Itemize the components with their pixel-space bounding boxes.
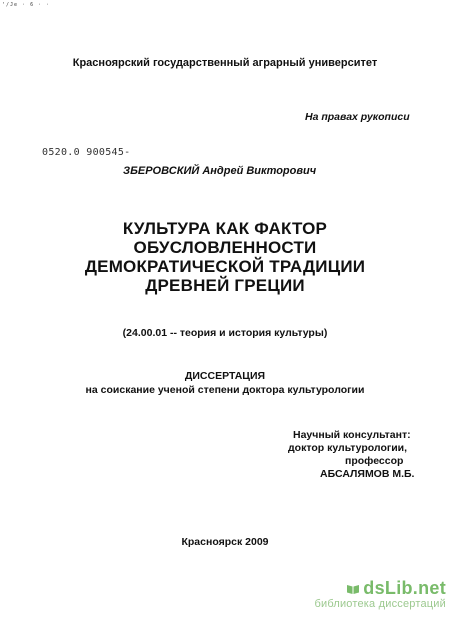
consultant-name: АБСАЛЯМОВ М.Б.: [320, 468, 415, 480]
author-name: ЗБЕРОВСКИЙ Андрей Викторович: [123, 165, 317, 177]
specialty-code: (24.00.01 -- теория и история культуры): [122, 327, 328, 339]
title-line: ДЕМОКРАТИЧЕСКОЙ ТРАДИЦИИ: [84, 257, 366, 276]
book-icon: [346, 583, 360, 595]
consultant-rank: профессор: [345, 455, 404, 467]
city-year: Красноярск 2009: [181, 536, 269, 548]
title-line: КУЛЬТУРА КАК ФАКТОР: [122, 219, 328, 238]
watermark-subtitle: библиотека диссертаций: [314, 598, 446, 610]
dissertation-type: ДИССЕРТАЦИЯ: [184, 370, 266, 382]
watermark-logo: [296, 578, 446, 599]
dslib-watermark[interactable]: [296, 578, 446, 610]
watermark-name: dsLib.net: [363, 578, 446, 598]
title-line: ДРЕВНЕЙ ГРЕЦИИ: [145, 276, 305, 295]
dissertation-title: [0, 219, 450, 295]
corner-mark: ‘/Je · 6 · ·: [2, 2, 51, 8]
dissertation-description: на соискание ученой степени доктора культурологии: [85, 384, 365, 396]
title-line: ОБУСЛОВЛЕННОСТИ: [133, 238, 317, 257]
scientific-consultant: [285, 429, 425, 481]
university-name: Красноярский государственный аграрный университет: [72, 57, 378, 69]
rights-note: На правах рукописи: [305, 111, 410, 123]
consultant-degree: доктор культурологии,: [288, 442, 408, 454]
consultant-label: Научный консультант:: [293, 429, 411, 441]
document-code: 0520.0 900545-: [42, 147, 131, 158]
